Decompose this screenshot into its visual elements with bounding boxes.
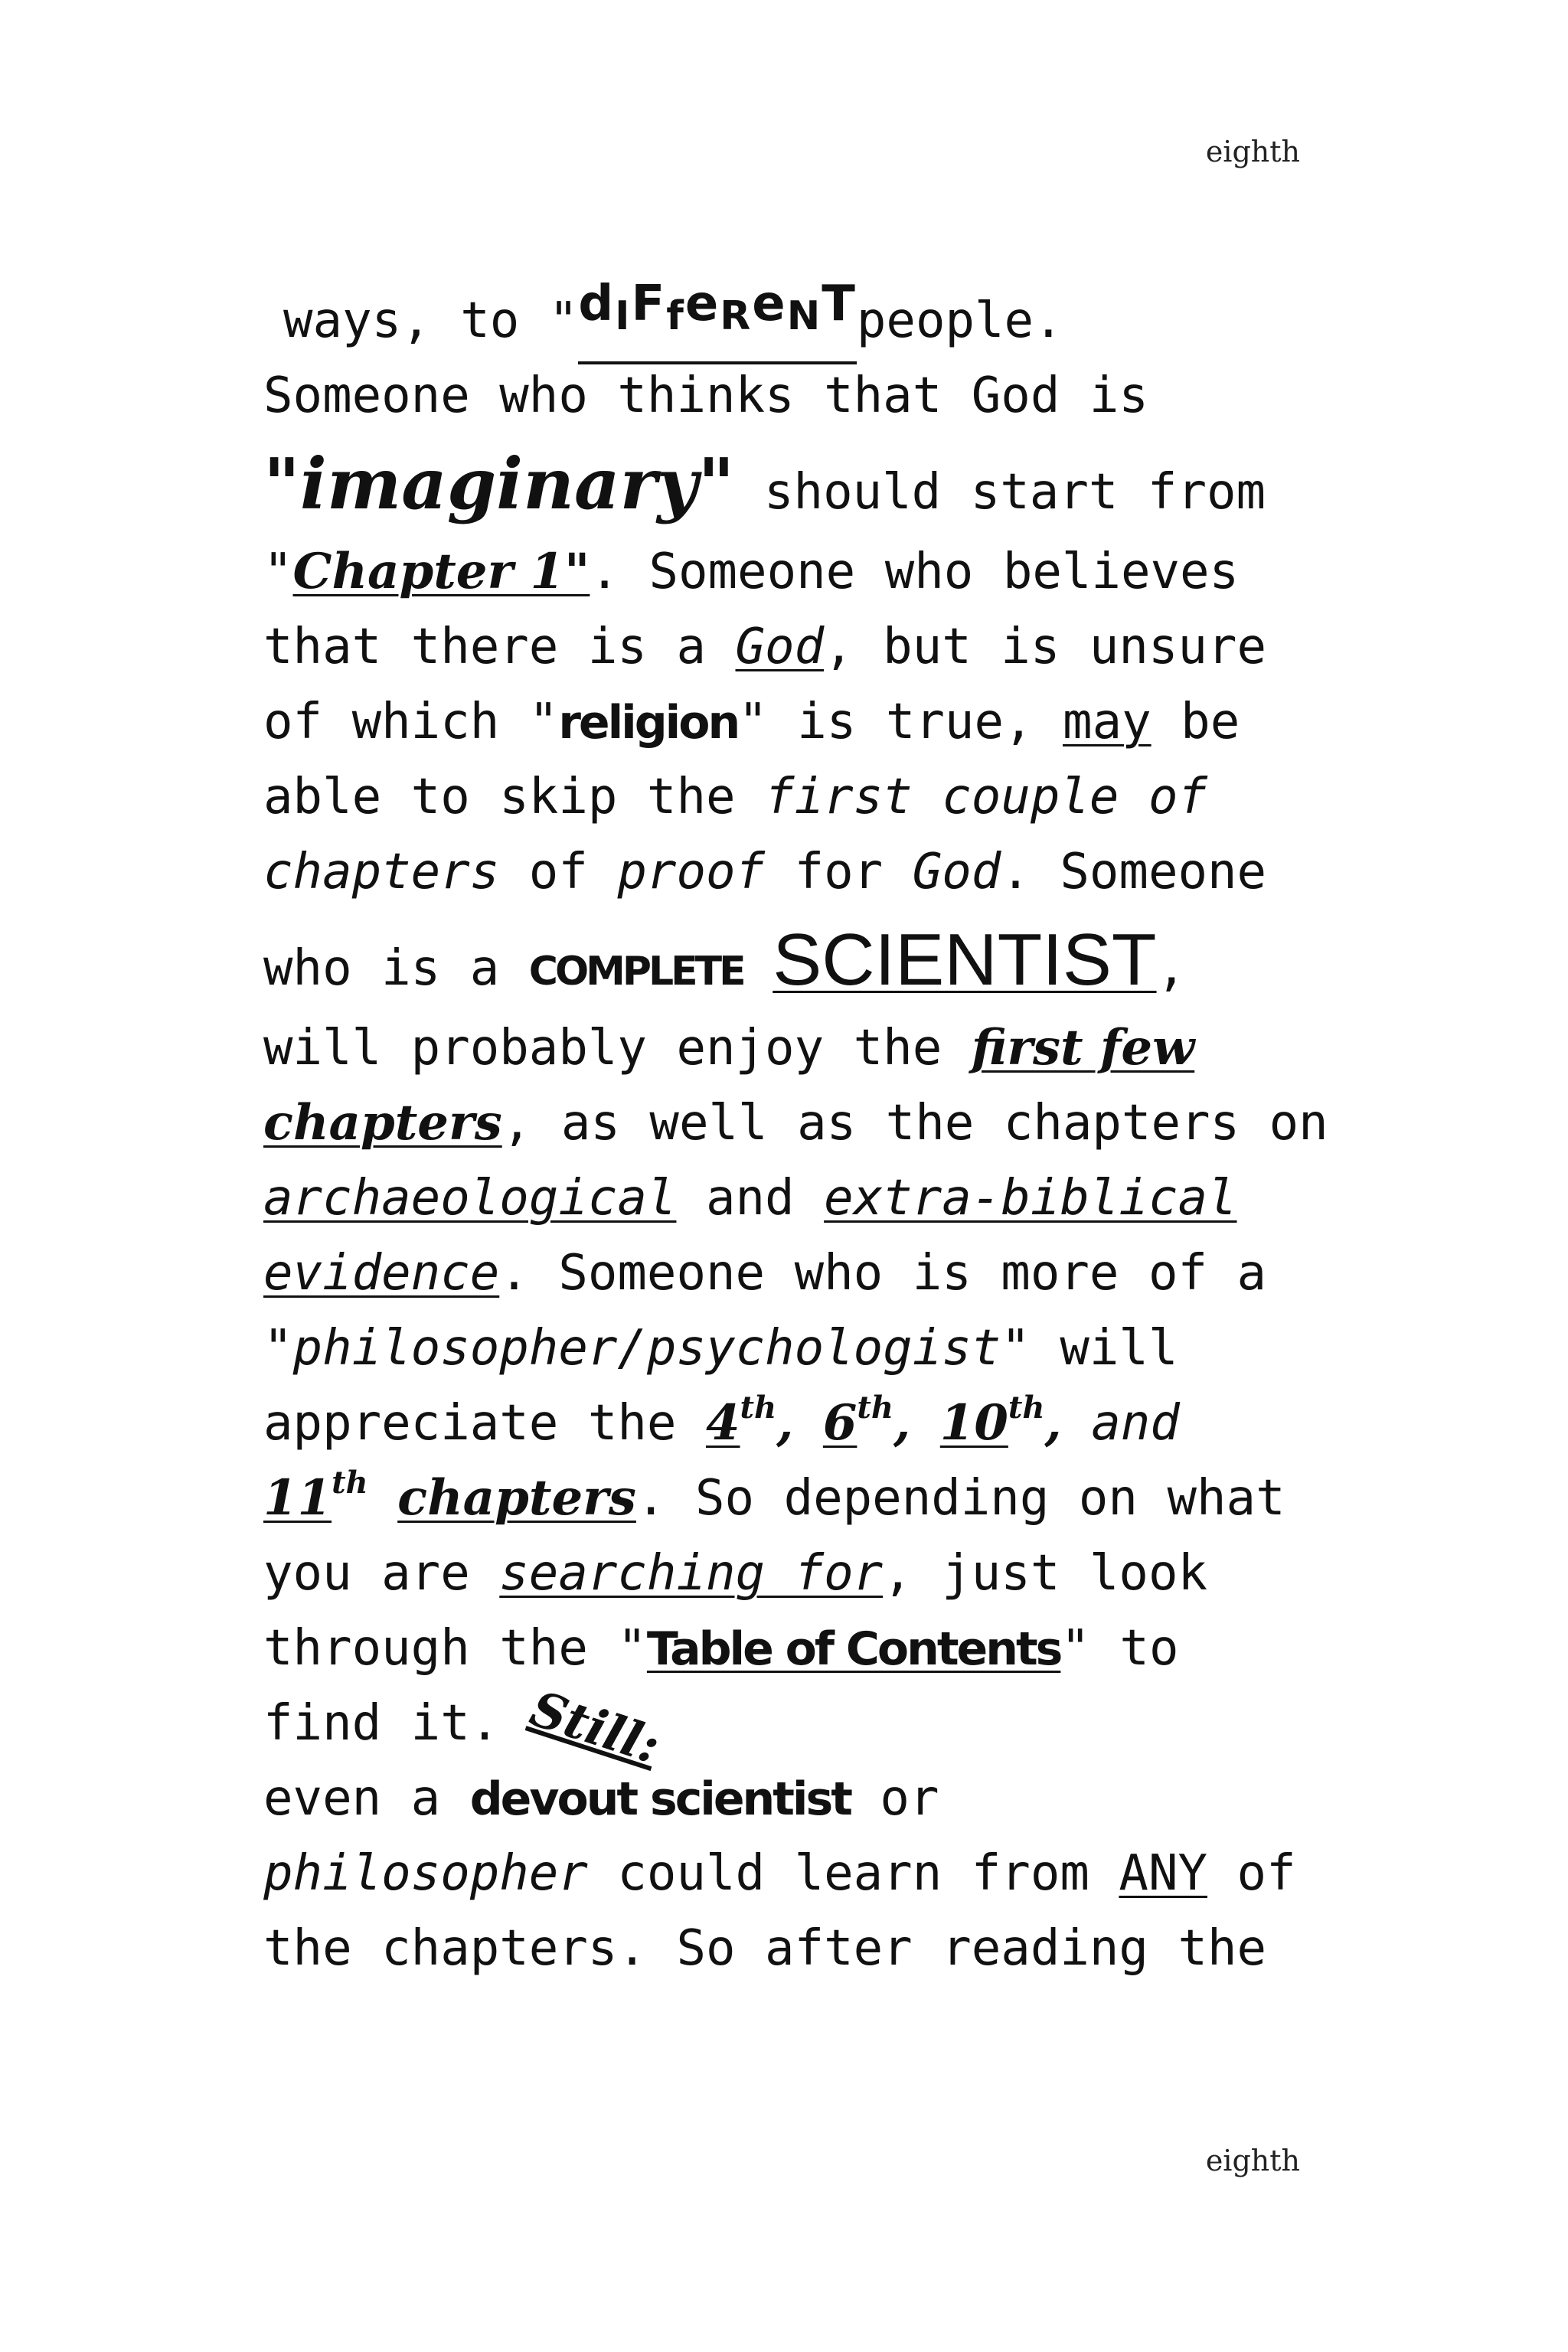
philosopher-psychologist-emphasis: philosopher/psychologist" [292, 1320, 1031, 1377]
text-run: could learn from [587, 1845, 1119, 1902]
different-letter: e [684, 276, 720, 332]
text-run: ways, to " [283, 292, 579, 349]
chapters-emphasis: chapters [263, 844, 500, 900]
god-emphasis: God [735, 619, 825, 675]
text-line: the chapters. So after reading the [263, 1920, 1267, 1977]
ordinal-suffix: th [740, 1390, 777, 1426]
text-run: that there is a [263, 619, 736, 675]
text-run: " is true, [738, 694, 1063, 750]
ordinal-number: 11 [263, 1469, 332, 1527]
text-run: will [1030, 1320, 1178, 1377]
ordinal-suffix: th [857, 1390, 893, 1426]
evidence-emphasis: evidence [263, 1245, 500, 1302]
text-run: will probably enjoy the [263, 1020, 972, 1076]
text-run: of [1207, 1845, 1296, 1902]
text-line [263, 1011, 1312, 1086]
text-run: , but is unsure [824, 619, 1267, 675]
ordinal-suffix: th [332, 1465, 368, 1501]
text-line [263, 1386, 1312, 1461]
different-letter: R [720, 293, 753, 339]
ordinal-10th [939, 1390, 1062, 1452]
comma: , [776, 1394, 794, 1452]
text-line [263, 1836, 1312, 1911]
different-letter: N [786, 293, 822, 339]
text-run: through the " [263, 1620, 647, 1677]
ordinal-number: 6 [822, 1394, 858, 1452]
may-emphasis: may [1063, 694, 1152, 750]
text-run: be [1151, 694, 1240, 750]
chapters-emphasis: chapters [263, 1094, 502, 1152]
chapters-emphasis: chapters [397, 1469, 636, 1527]
text-run: . Someone [1001, 844, 1267, 900]
body-text [263, 276, 1328, 1986]
text-line [263, 534, 1312, 609]
devout-scientist-emphasis: devout scientist [469, 1772, 851, 1826]
different-letter: d [578, 276, 616, 332]
text-run: appreciate the [263, 1395, 706, 1452]
text-run: , as well as the chapters on [501, 1095, 1328, 1152]
text-run: of which " [263, 694, 559, 750]
text-line [263, 835, 1312, 910]
different-underlined [578, 276, 857, 364]
text-line [263, 1461, 1312, 1536]
different-letter: I [615, 293, 632, 339]
comma: , [1044, 1394, 1062, 1452]
text-line [263, 1680, 1312, 1775]
text-run: or [850, 1770, 939, 1827]
first-couple-emphasis: first couple of [765, 769, 1207, 825]
religion-emphasis: religion [558, 696, 739, 750]
comma: , [893, 1394, 911, 1452]
table-of-contents-emphasis: Table of Contents [646, 1622, 1061, 1676]
text-run: you are [263, 1545, 500, 1602]
text-run: people. [856, 292, 1063, 349]
text-run: . Someone who is more of a [499, 1245, 1267, 1302]
page-header: eighth [1205, 135, 1300, 168]
ordinal-11th [263, 1465, 368, 1527]
different-word [578, 270, 857, 348]
god-emphasis: God [912, 844, 1001, 900]
text-run: " to [1060, 1620, 1179, 1677]
different-letter: e [752, 276, 787, 332]
first-few-emphasis: first few [971, 1019, 1195, 1076]
text-line [263, 609, 1312, 684]
different-letter: T [822, 276, 857, 332]
ordinal-number: 10 [939, 1394, 1008, 1452]
text-line [263, 1311, 1312, 1386]
extra-biblical-emphasis: extra-biblical [824, 1170, 1237, 1227]
text-run: , [1156, 940, 1187, 997]
text-line [263, 1086, 1328, 1161]
scientist-emphasis: SCIENTIST [773, 919, 1157, 1001]
text-line [263, 1536, 1312, 1611]
any-emphasis: ANY [1119, 1845, 1207, 1902]
text-run: . Someone who believes [590, 544, 1240, 600]
text-run: , just look [883, 1545, 1207, 1602]
text-run: " [263, 544, 293, 600]
different-letter: f [666, 293, 685, 339]
still-emphasis: Still: [523, 1680, 667, 1775]
text-run: and [676, 1170, 825, 1227]
ordinal-number: 4 [705, 1394, 740, 1452]
archaeological-emphasis: archaeological [263, 1170, 677, 1227]
ordinal-6th [822, 1390, 911, 1452]
text-line [263, 910, 1312, 1011]
and-emphasis: and [1061, 1395, 1180, 1452]
text-run: for [765, 844, 913, 900]
text-run: find it. [263, 1695, 529, 1752]
text-run: should start from [734, 464, 1266, 521]
text-line [263, 1236, 1312, 1311]
text-line [263, 760, 1312, 835]
page-footer: eighth [1205, 2144, 1300, 2177]
text-line [263, 1161, 1312, 1236]
complete-emphasis: COMPLETE [528, 949, 743, 995]
searching-for-emphasis: searching for [499, 1545, 884, 1602]
text-line [263, 1761, 1312, 1836]
text-line [263, 684, 1312, 760]
proof-emphasis: proof [617, 844, 766, 900]
text-run: of [499, 844, 618, 900]
text-run: able to skip the [263, 769, 766, 825]
different-letter: F [631, 276, 667, 332]
ordinal-suffix: th [1008, 1390, 1045, 1426]
text-line [263, 1611, 1312, 1686]
text-line [263, 276, 1312, 358]
text-run: " [263, 1320, 293, 1377]
text-line [263, 433, 1312, 534]
imaginary-word: "imaginary" [263, 443, 735, 525]
text-run: . So depending on what [635, 1470, 1285, 1527]
text-run: who is a [263, 940, 529, 997]
philosopher-emphasis: philosopher [263, 1845, 588, 1902]
text-line: Someone who thinks that God is [263, 368, 1148, 424]
chapter-1-emphasis: Chapter 1" [292, 543, 590, 600]
ordinal-4th [705, 1390, 794, 1452]
text-run: even a [263, 1770, 470, 1827]
